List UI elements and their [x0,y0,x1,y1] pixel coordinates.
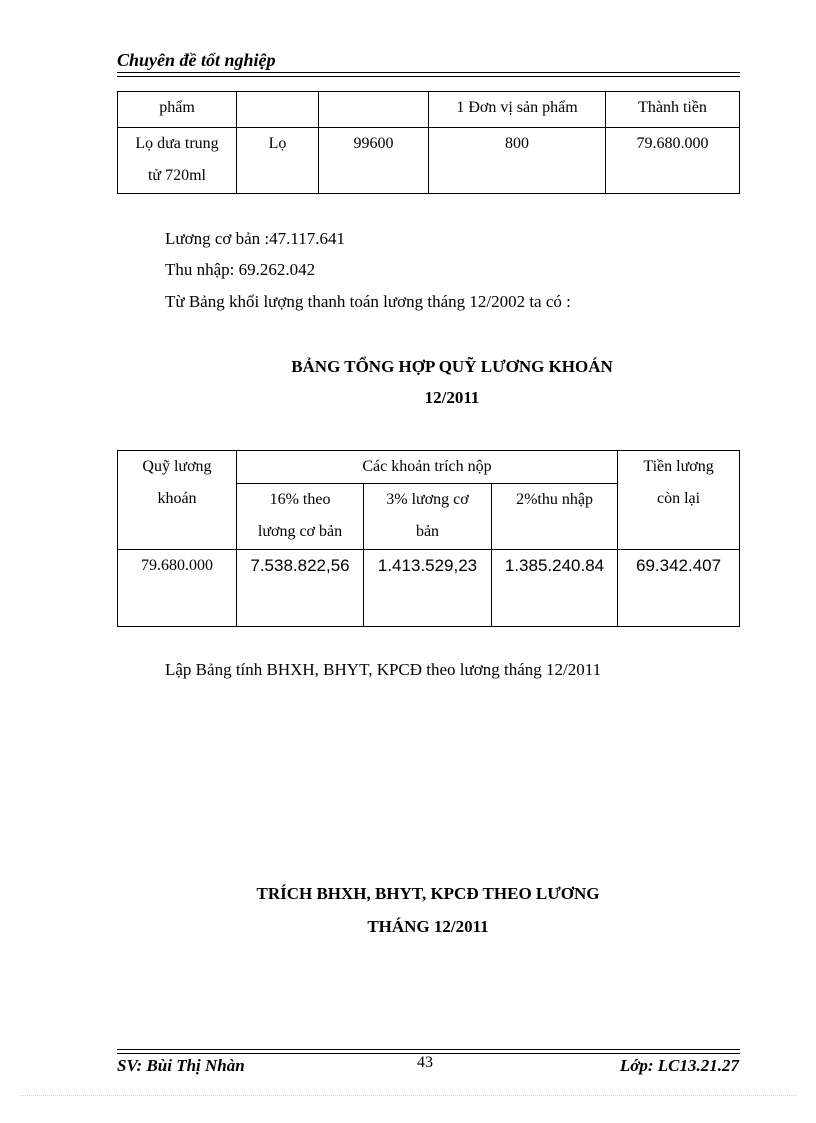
footer-rule-top [117,1049,740,1050]
table-cell [364,484,492,550]
fund-header-line2: khoán [157,490,197,507]
table-cell: 69.342.407 [618,550,740,627]
page-header-title: Chuyên đề tốt nghiệp [117,50,276,70]
footer-class: Lớp: LC13.21.27 [619,1056,739,1075]
product-name-line2: tử 720ml [147,167,206,184]
from-table-text: Từ Bảng khối lượng thanh toán lương tháng 12/2002 ta có : [165,292,571,311]
table-cell [319,92,429,128]
table-cell: 7.538.822,56 [237,550,364,627]
sub-header-line2: lương cơ bản [257,523,343,540]
table-cell: 79.680.000 [118,550,237,627]
table-cell: 2%thu nhập [492,484,618,550]
table-cell: Thành tiền [606,92,740,128]
table-cell: 800 [429,128,606,194]
table-cell: 1.413.529,23 [364,550,492,627]
income-text: Thu nhập: 69.262.042 [165,260,316,279]
table-row [118,550,740,627]
remaining-header-line1: Tiền lương [643,458,714,475]
salary-fund-table [117,450,740,627]
table-cell: 1.385.240.84 [492,550,618,627]
table-cell: Lọ [237,128,319,194]
fund-header-line1: Quỹ lương [142,458,212,475]
base-salary-text: Lương cơ bản :47.117.641 [165,229,346,248]
table-row [118,451,740,484]
sub-header-line1: 3% lương cơ [386,491,469,508]
page-edge-divider [20,1095,796,1096]
salary-fund-heading: BẢNG TỔNG HỢP QUỸ LƯƠNG KHOÁN [291,357,613,376]
salary-fund-heading-date: 12/2011 [424,388,480,407]
table-cell [618,451,740,550]
table-row [118,92,740,128]
page-number: 43 [417,1054,433,1071]
table-cell [237,92,319,128]
table-cell [118,128,237,194]
make-table-text: Lập Bảng tính BHXH, BHYT, KPCĐ theo lương tháng 12/2011 [165,660,602,679]
table-cell: Các khoản trích nộp [237,451,618,484]
table-cell [237,484,364,550]
table-cell: phẩm [118,92,237,128]
table-cell: 99600 [319,128,429,194]
footer-student: SV: Bùi Thị Nhàn [117,1056,245,1075]
product-table [117,91,740,194]
header-rule-bottom [117,76,740,77]
extract-heading-date: THÁNG 12/2011 [367,917,489,936]
table-cell: 1 Đơn vị sản phẩm [429,92,606,128]
remaining-header-line2: còn lại [656,490,701,507]
table-cell: 79.680.000 [606,128,740,194]
table-cell [118,451,237,550]
table-row [118,128,740,194]
sub-header-line2: bản [415,523,440,540]
sub-header-line1: 16% theo [269,491,331,508]
extract-heading: TRÍCH BHXH, BHYT, KPCĐ THEO LƯƠNG [256,884,600,903]
product-name-line1: Lọ dưa trung [135,135,219,152]
header-rule-top [117,72,740,73]
